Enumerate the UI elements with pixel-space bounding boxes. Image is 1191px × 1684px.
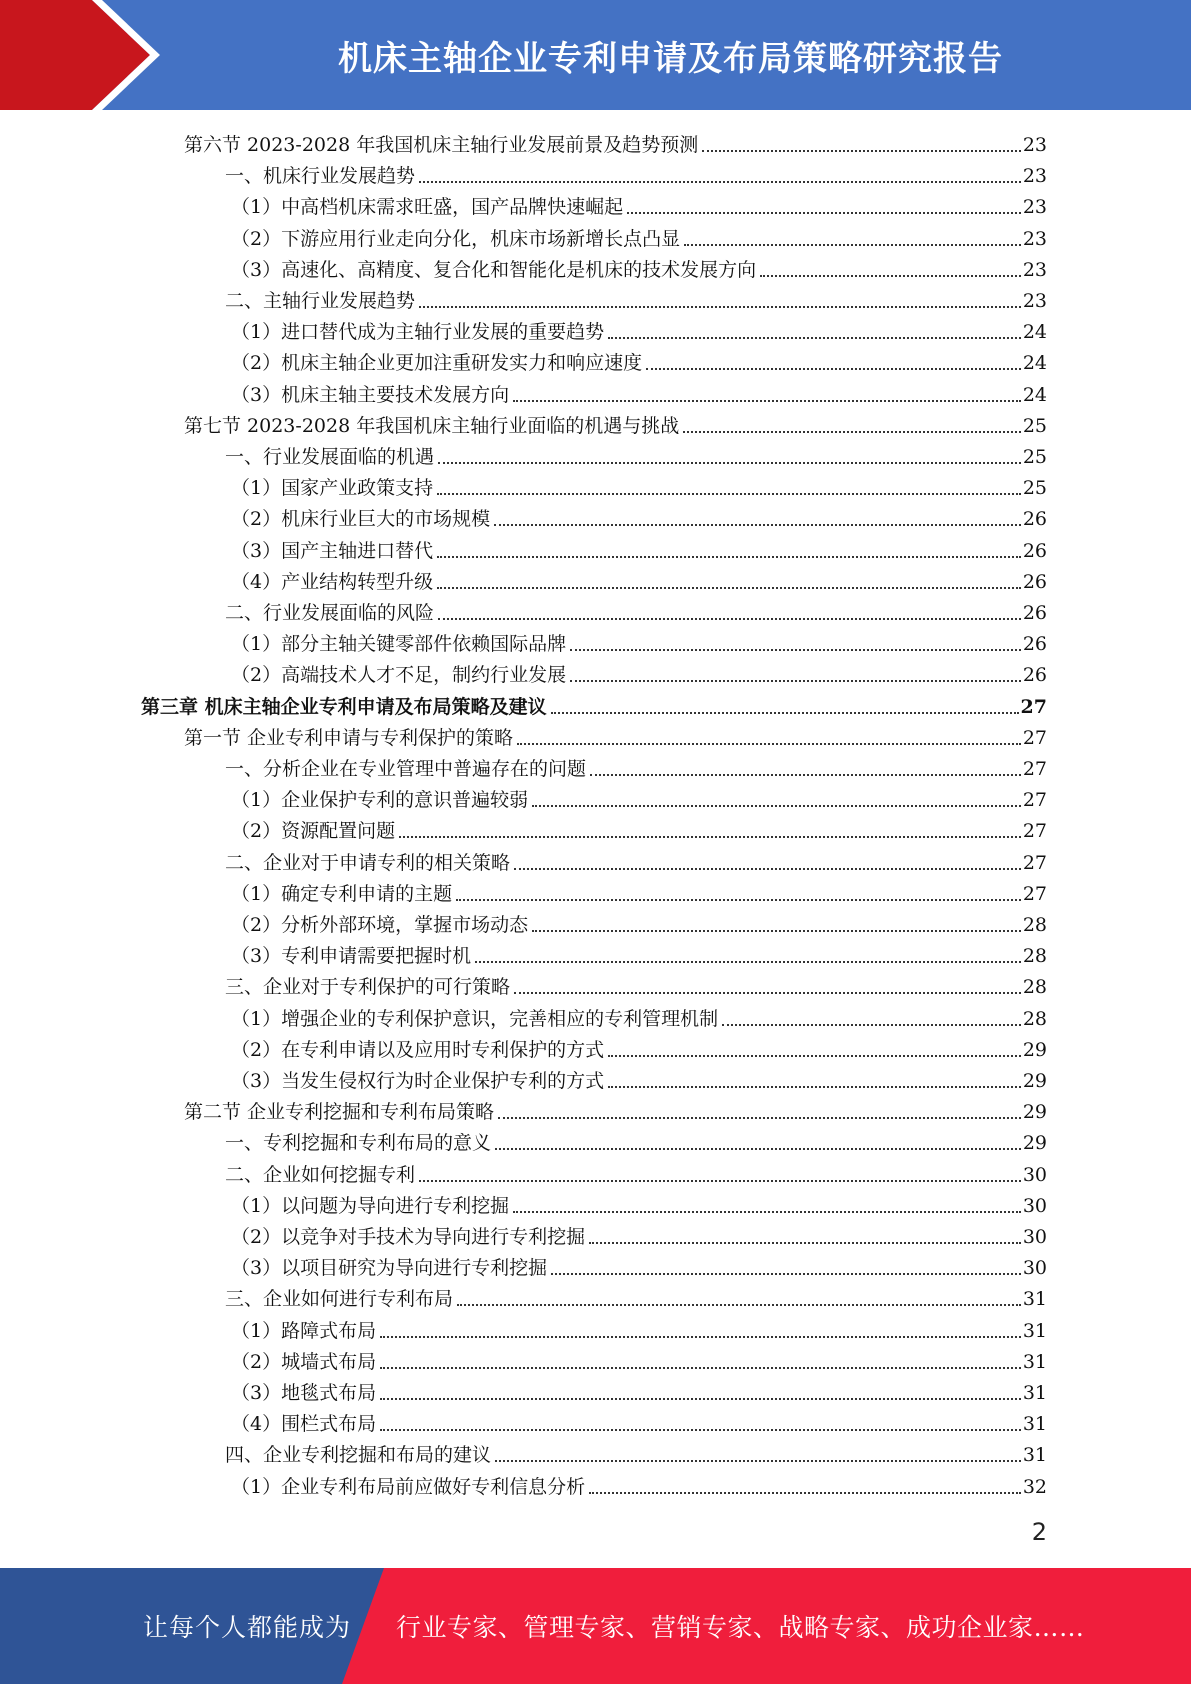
toc-entry-page: 30 [1022, 1194, 1047, 1217]
toc-dot-leader [438, 462, 1021, 464]
toc-dot-leader [570, 649, 1021, 651]
toc-entry [231, 657, 1047, 688]
toc-entry [231, 564, 1047, 595]
toc-entry-title: （3）专利申请需要把握时机 [231, 945, 472, 968]
toc-dot-leader [514, 992, 1021, 994]
toc-entry-page: 27 [1022, 851, 1047, 874]
toc-entry-page: 31 [1022, 1319, 1047, 1342]
toc-dot-leader [457, 1304, 1021, 1306]
toc-entry-title: 第六节 2023-2028 年我国机床主轴行业发展前景及趋势预测 [184, 134, 699, 156]
toc-entry-page: 27 [1022, 726, 1047, 749]
page-header [0, 0, 1191, 110]
toc-entry [231, 314, 1047, 345]
toc-entry-page: 31 [1022, 1413, 1047, 1436]
toc-entry [225, 283, 1047, 314]
toc-dot-leader [532, 930, 1021, 932]
toc-entry-title: （2）城墙式布局 [231, 1350, 377, 1373]
toc-entry [231, 189, 1047, 220]
toc-entry [184, 720, 1047, 751]
toc-entry-page: 26 [1022, 508, 1047, 531]
toc-entry-page: 23 [1022, 258, 1047, 281]
toc-entry-title: 第三章 机床主轴企业专利申请及布局策略及建议 [141, 695, 547, 718]
toc-dot-leader [456, 899, 1021, 901]
toc-dot-leader [419, 181, 1021, 183]
toc-entry [231, 1469, 1047, 1500]
toc-entry-page: 26 [1022, 570, 1047, 593]
toc-entry-page: 28 [1022, 1007, 1047, 1030]
toc-entry-title: （1）确定专利申请的主题 [231, 882, 453, 905]
toc-entry [184, 127, 1047, 158]
toc-entry-page: 24 [1022, 383, 1047, 406]
toc-entry-title: 一、机床行业发展趋势 [225, 165, 416, 188]
toc-entry [231, 377, 1047, 408]
toc-entry-title: （1）路障式布局 [231, 1319, 377, 1342]
toc-dot-leader [419, 1180, 1021, 1182]
toc-dot-leader [380, 1336, 1021, 1338]
toc-dot-leader [760, 275, 1021, 277]
toc-entry [184, 408, 1047, 439]
toc-entry-page: 27 [1022, 882, 1047, 905]
toc-dot-leader [438, 618, 1021, 620]
toc-dot-leader [495, 1148, 1021, 1150]
toc-entry [225, 1157, 1047, 1188]
toc-entry-title: （3）国产主轴进口替代 [231, 539, 434, 562]
toc-entry-page: 25 [1022, 446, 1047, 468]
toc-entry-page: 31 [1022, 1288, 1047, 1311]
toc-entry [231, 1219, 1047, 1250]
toc-entry-page: 25 [1022, 477, 1047, 500]
toc-entry-title: 一、行业发展面临的机遇 [225, 446, 435, 468]
toc-entry-page: 23 [1022, 196, 1047, 219]
toc-entry-title: 二、主轴行业发展趋势 [225, 290, 416, 312]
toc-entry-page: 23 [1022, 290, 1047, 312]
toc-dot-leader [498, 1117, 1021, 1119]
toc-entry [231, 501, 1047, 532]
toc-entry-page: 29 [1022, 1132, 1047, 1155]
toc-entry-title: 第二节 企业专利挖掘和专利布局策略 [184, 1101, 495, 1124]
toc-dot-leader [514, 868, 1021, 870]
toc-entry-page: 27 [1022, 789, 1047, 812]
toc-entry [231, 533, 1047, 564]
toc-entry-page: 30 [1022, 1163, 1047, 1186]
toc-entry-page: 29 [1022, 1070, 1047, 1092]
toc-dot-leader [495, 1460, 1021, 1462]
toc-entry [231, 782, 1047, 813]
toc-dot-leader [437, 587, 1021, 589]
toc-entry [225, 845, 1047, 876]
toc-entry [231, 1375, 1047, 1406]
toc-dot-leader [380, 1367, 1021, 1369]
toc-entry-page: 26 [1022, 633, 1047, 656]
toc-entry-page: 27 [1022, 758, 1047, 780]
toc-dot-leader [608, 337, 1021, 339]
toc-entry [231, 1063, 1047, 1094]
toc-dot-leader [627, 212, 1021, 214]
toc-entry [225, 158, 1047, 189]
toc-entry-page: 26 [1022, 664, 1047, 687]
toc-entry-page: 23 [1022, 134, 1047, 156]
footer-slogan-right: 行业专家、管理专家、营销专家、战略专家、成功企业家…… [396, 1613, 1085, 1642]
toc-dot-leader [608, 1086, 1021, 1088]
toc-entry [141, 689, 1047, 720]
toc-dot-leader [589, 1492, 1021, 1494]
toc-entry-title: （1）部分主轴关键零部件依赖国际品牌 [231, 633, 567, 656]
toc-entry-title: 二、企业如何挖掘专利 [225, 1163, 416, 1186]
toc-entry-title: （2）在专利申请以及应用时专利保护的方式 [231, 1038, 605, 1061]
toc-dot-leader [722, 1024, 1021, 1026]
page-number: 2 [1031, 1518, 1047, 1546]
toc-entry-page: 30 [1022, 1257, 1047, 1280]
toc-entry [231, 938, 1047, 969]
toc-entry-title: 二、行业发展面临的风险 [225, 602, 435, 624]
toc-entry-title: （1）企业保护专利的意识普遍较弱 [231, 789, 529, 812]
toc-dot-leader [517, 743, 1021, 745]
toc-entry [231, 626, 1047, 657]
toc-entry-title: （1）进口替代成为主轴行业发展的重要趋势 [231, 321, 605, 344]
toc-entry [225, 439, 1047, 470]
toc-entry [231, 876, 1047, 907]
toc-entry [231, 1032, 1047, 1063]
toc-entry-page: 23 [1022, 165, 1047, 188]
toc-entry-title: 三、企业对于专利保护的可行策略 [225, 976, 511, 999]
toc-dot-leader [646, 368, 1021, 370]
toc-entry-page: 23 [1022, 227, 1047, 250]
toc-entry-title: （1）中高档机床需求旺盛，国产品牌快速崛起 [231, 196, 624, 219]
toc-entry-title: （3）当发生侵权行为时企业保护专利的方式 [231, 1070, 605, 1092]
toc-entry [225, 751, 1047, 782]
toc-dot-leader [551, 1273, 1021, 1275]
toc-entry-title: 一、分析企业在专业管理中普遍存在的问题 [225, 758, 587, 780]
toc-entry-title: 四、企业专利挖掘和布局的建议 [225, 1444, 492, 1467]
toc-entry-page: 29 [1022, 1101, 1047, 1124]
toc-entry [231, 470, 1047, 501]
toc-dot-leader [532, 805, 1021, 807]
toc-entry [231, 1188, 1047, 1219]
toc-dot-leader [437, 493, 1021, 495]
toc-entry-page: 28 [1022, 945, 1047, 968]
toc-entry [225, 595, 1047, 626]
toc-entry [184, 1094, 1047, 1125]
toc-entry-title: （3）高速化、高精度、复合化和智能化是机床的技术发展方向 [231, 258, 757, 281]
page-footer [0, 1568, 1191, 1684]
toc-dot-leader [399, 836, 1021, 838]
toc-dot-leader [684, 244, 1021, 246]
toc-entry-title: （2）机床主轴企业更加注重研发实力和响应速度 [231, 352, 643, 375]
toc-entry-page: 26 [1022, 539, 1047, 562]
toc-entry-title: （1）增强企业的专利保护意识，完善相应的专利管理机制 [231, 1007, 719, 1030]
toc-entry-title: （3）地毯式布局 [231, 1382, 377, 1404]
toc-dot-leader [437, 556, 1021, 558]
toc-dot-leader [419, 306, 1021, 308]
toc-entry-title: 一、专利挖掘和专利布局的意义 [225, 1132, 492, 1155]
toc-dot-leader [570, 680, 1021, 682]
toc-entry-title: （2）分析外部环境，掌握市场动态 [231, 914, 529, 936]
toc-entry-page: 28 [1022, 976, 1047, 999]
toc-dot-leader [702, 150, 1021, 152]
toc-entry-title: （2）机床行业巨大的市场规模 [231, 508, 491, 531]
toc-entry [231, 1344, 1047, 1375]
toc-entry-page: 24 [1022, 321, 1047, 344]
toc-entry-title: （2）下游应用行业走向分化，机床市场新增长点凸显 [231, 227, 681, 250]
toc-dot-leader [380, 1398, 1021, 1400]
toc-entry-title: （4）产业结构转型升级 [231, 570, 434, 593]
toc-entry-title: （1）国家产业政策支持 [231, 477, 434, 500]
toc-dot-leader [475, 961, 1021, 963]
toc-dot-leader [513, 400, 1021, 402]
toc-entry [231, 813, 1047, 844]
toc-entry [231, 221, 1047, 252]
toc-dot-leader [590, 774, 1021, 776]
toc-entry-page: 25 [1022, 414, 1047, 437]
toc-entry-title: （3）机床主轴主要技术发展方向 [231, 383, 510, 406]
toc-entry-page: 24 [1022, 352, 1047, 375]
toc-entry [225, 1125, 1047, 1156]
toc-entry-page: 27 [1022, 820, 1047, 843]
toc-entry [225, 969, 1047, 1000]
toc-entry-title: （2）以竞争对手技术为导向进行专利挖掘 [231, 1226, 586, 1248]
toc-entry [231, 907, 1047, 938]
toc-entry-page: 32 [1022, 1475, 1047, 1498]
toc-entry-page: 31 [1022, 1350, 1047, 1373]
header-red-chevron [0, 0, 150, 110]
toc-dot-leader [608, 1055, 1021, 1057]
toc-entry [231, 1313, 1047, 1344]
toc-entry-title: 二、企业对于申请专利的相关策略 [225, 851, 511, 874]
toc-entry-page: 29 [1022, 1038, 1047, 1061]
toc-entry [231, 1406, 1047, 1437]
toc-dot-leader [380, 1429, 1021, 1431]
toc-entry [225, 1281, 1047, 1312]
toc-entry-title: 第七节 2023-2028 年我国机床主轴行业面临的机遇与挑战 [184, 414, 680, 437]
toc-entry [231, 252, 1047, 283]
toc-entry-page: 30 [1022, 1226, 1047, 1248]
toc-dot-leader [494, 524, 1021, 526]
toc-entry-title: （1）以问题为导向进行专利挖掘 [231, 1194, 510, 1217]
toc-entry [231, 1250, 1047, 1281]
toc-entry-page: 27 [1020, 695, 1047, 718]
toc-entry-title: （2）高端技术人才不足，制约行业发展 [231, 664, 567, 687]
toc-entry [231, 345, 1047, 376]
toc-entry-page: 28 [1022, 914, 1047, 936]
footer-slogan-left: 让每个人都能成为 [143, 1613, 352, 1642]
toc-entry-title: 第一节 企业专利申请与专利保护的策略 [184, 726, 514, 749]
toc-entry [231, 1001, 1047, 1032]
toc-dot-leader [589, 1242, 1021, 1244]
toc-entry-title: （4）围栏式布局 [231, 1413, 377, 1436]
toc-entry-title: 三、企业如何进行专利布局 [225, 1288, 454, 1311]
toc-entry-title: （2）资源配置问题 [231, 820, 396, 843]
toc-entry-page: 31 [1022, 1382, 1047, 1404]
report-title: 机床主轴企业专利申请及布局策略研究报告 [338, 38, 1003, 79]
toc-entry [225, 1437, 1047, 1468]
toc-dot-leader [683, 431, 1021, 433]
toc-entry-page: 31 [1022, 1444, 1047, 1467]
toc-dot-leader [513, 1211, 1021, 1213]
toc-entry-title: （1）企业专利布局前应做好专利信息分析 [231, 1475, 586, 1498]
toc-entry-page: 26 [1022, 602, 1047, 624]
toc-entry-title: （3）以项目研究为导向进行专利挖掘 [231, 1257, 548, 1280]
toc-dot-leader [551, 712, 1019, 714]
